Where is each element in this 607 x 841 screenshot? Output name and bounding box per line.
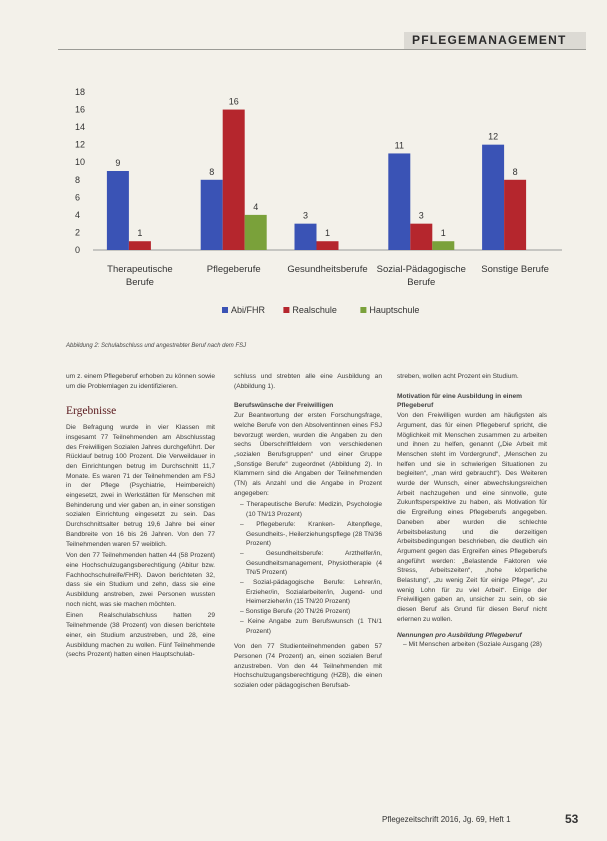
data-label: 1 <box>440 228 446 239</box>
y-tick-label: 0 <box>75 245 81 255</box>
x-tick-label: Pflegeberufe <box>206 264 261 275</box>
bar-chart <box>0 0 607 340</box>
x-tick-label: Berufe <box>407 277 436 288</box>
list-item: – Mit Menschen arbeiten (Soziale Ausgang (28) <box>403 640 547 650</box>
page-number: 53 <box>565 812 579 826</box>
data-label: 4 <box>253 201 259 212</box>
bar <box>388 153 410 250</box>
left-paragraph-1: Die Befragung wurde in vier Klassen mit insgesamt 77 Teilnehmenden am Abschlusstag des Freiwilligen Sozialen Jahres durchgeführt. Der Rücklauf betrug 100 Prozent. Die Verweildauer in den Einrichtungen betrug im Durchschnitt 11,7 Monate. Es waren 71 der Teilnehmenden am FSJ in der Pflege (Psychiatrie, Heimbereich) eingesetzt, zwei in Werkstätten für Menschen mit Behinderung und vier gaben an, in einer sonstigen sozialen Einrichtung eingesetzt zu sein. Das Durchschnittsalter betrug 19,6 Jahre bei einer Bandbreite von 16 bis 26 Jahren. Von den 77 Teilnehmenden waren 57 weiblich. <box>66 424 215 548</box>
middle-paragraph-2: Von den 77 Studienteilnehmenden gaben 57 Personen (74 Prozent) an, einen sozialen Beruf anzustreben. Von den 44 Teilnehmenden mit Hochschulzugangsberechtigung (HZB), die einen sozialen oder pädagogischen Berufsab- <box>234 643 382 690</box>
data-label: 12 <box>488 131 499 142</box>
x-axis-labels <box>107 264 549 288</box>
left-paragraph-2: Von den 77 Teilnehmenden hatten 44 (58 Prozent) eine Hochschulzugangsberechtigung (Abitur bzw. Fachhochschulreife/FHR). Davon berichteten 32, dass sie ein Studium und zehn, dass sie eine Ausbildung anstreben, zwei Personen wussten noch nicht, was sie machen möchten. <box>66 552 215 608</box>
x-tick-label: Sonstige Berufe <box>481 264 549 275</box>
text-column-left <box>66 372 215 662</box>
bar <box>317 241 339 250</box>
section-heading-results: Ergebnisse <box>66 405 117 418</box>
list-item: – Therapeutische Berufe: Medizin, Psychologie (10 TN/13 Prozent) <box>240 500 382 519</box>
data-label: 8 <box>512 166 518 177</box>
bar <box>482 145 504 250</box>
legend-swatch <box>283 307 289 313</box>
data-label: 1 <box>324 228 331 239</box>
subheading-motivation: Motivation für eine Ausbildung in einem Pflegeberuf <box>397 392 523 410</box>
bar <box>107 171 129 250</box>
data-label: 11 <box>394 140 404 151</box>
x-tick-label: Therapeutische <box>107 264 173 275</box>
legend-swatch <box>360 307 366 313</box>
chart-legend <box>222 305 419 315</box>
y-tick-label: 16 <box>75 104 86 115</box>
x-tick-label: Gesundheitsberufe <box>287 264 368 275</box>
y-tick-label: 18 <box>75 87 86 97</box>
bar <box>201 180 223 250</box>
right-intro: streben, wollen acht Prozent ein Studium. <box>397 373 519 380</box>
y-tick-label: 2 <box>75 227 81 238</box>
bar <box>295 224 317 250</box>
legend-swatch <box>222 307 228 313</box>
section-header: PFLEGEMANAGEMENT <box>412 33 567 47</box>
data-label: 1 <box>137 228 143 239</box>
bar <box>432 241 454 250</box>
x-tick-label: Sozial-Pädagogische <box>376 264 466 275</box>
figure-caption: Abbildung 2: Schulabschluss und angestrebter Beruf nach dem FSJ <box>66 343 247 349</box>
data-label: 3 <box>302 210 309 221</box>
mentions-list <box>397 640 547 650</box>
middle-intro: schluss und strebten alle eine Ausbildung an (Abbildung 1). <box>234 373 382 390</box>
bar <box>504 180 526 250</box>
legend-label: Realschule <box>292 305 337 315</box>
legend-label: Abi/FHR <box>231 305 266 315</box>
data-label: 16 <box>228 96 239 107</box>
left-intro: um z. einem Pflegeberuf erhoben zu können sowie um die Problemlagen zu identifizieren. <box>66 373 215 390</box>
y-tick-label: 8 <box>75 174 81 185</box>
left-paragraph-3: Einen Realschulabschluss hatten 29 Teilnehmende (38 Prozent) von diesen berichtete einer, ein Studium anzustreben, und 28, eine Ausbildung machen zu wollen. Fünf Teilnehmende (sechs Prozent) hatten einen Hauptschulab- <box>66 612 215 659</box>
text-column-middle <box>234 372 382 693</box>
list-item: – Sozial-pädagogische Berufe: Lehrer/in, Erzieher/in, Sozialarbeiter/in, Jugend- und Heimerzieher/in (15 TN/20 Prozent) <box>240 578 382 607</box>
y-tick-label: 6 <box>75 192 81 203</box>
data-label: 8 <box>209 166 215 177</box>
legend-label: Hauptschule <box>369 305 420 315</box>
list-item: – Keine Angabe zum Berufswunsch (1 TN/1 Prozent) <box>240 617 382 636</box>
bar <box>223 110 245 250</box>
career-group-list <box>234 500 382 636</box>
middle-paragraph-1: Zur Beantwortung der ersten Forschungsfrage, welche Berufe von den Absolventinnen eines FSJ bevorzugt werden, wurden die Angaben zu den sechs Überschriftfeldern von verschiedenen „sozialen Berufsgruppen“ und einer Gruppe „Sonstige Berufe“ zugeordnet (Abbildung 2). In Klammern sind die Angaben der Teilnehmenden (TN) als Anzahl und die Angabe in Prozent angegeben: <box>234 412 382 497</box>
subheading-mentions: Nennungen pro Ausbildung Pflegeberuf <box>397 631 522 639</box>
journal-footer: Pflegezeitschrift 2016, Jg. 69, Heft 1 <box>382 815 511 824</box>
data-label: 3 <box>418 210 424 221</box>
text-column-right <box>397 372 547 650</box>
y-tick-label: 14 <box>75 122 86 133</box>
list-item: – Gesundheitsberufe: Arzthelfer/in, Gesundheitsmanagement, Physiotherapie (4 TN/5 Prozent) <box>240 549 382 578</box>
y-tick-label: 12 <box>75 139 86 150</box>
y-tick-label: 10 <box>75 157 86 168</box>
list-item: – Sonstige Berufe (20 TN/26 Prozent) <box>240 607 382 617</box>
bar-series <box>107 97 526 250</box>
bar <box>410 224 432 250</box>
bar <box>129 241 151 250</box>
bar <box>245 215 267 250</box>
list-item: – Pflegeberufe: Kranken- Altenpflege, Gesundheits-, Heilerziehungspflege (28 TN/36 Prozent) <box>240 520 382 549</box>
x-tick-label: Berufe <box>125 277 154 288</box>
y-tick-label: 4 <box>75 209 81 220</box>
right-paragraph-1: Von den Freiwilligen wurden am häufigsten als Argument, das für einen Pflegeberuf spricht, die Möglichkeit mit Menschen zusammen zu arbeiten und ihnen zu helfen, genannt („Die Arbeit mit Menschen steht im Vordergrund“, „Menschen zu helfen und sie in schwierigen Situationen zu begleiten“, „man wird gebraucht“). Des Weiteren wurde der Wunsch, einer abwechslungsreichen Arbeit nachzugehen und eine sinnvolle, gute Zukunftsperspektive zu haben, als Motivation für die Ergreifung eines Pflegeberufs angegeben. Daneben aber wurden die schlechte Arbeitsbelastung und die derzeitigen Arbeitsbedingungen beschrieben, die deutlich ein Argument gegen das Ergreifen eines Pflegeberufs angeführt werden: „Belastende Faktoren wie Stress, Arbeitszeiten“, „hohe körperliche Belastung“, „zu wenig Zeit für einige Pflege“, „zu wenig Lohn für zu viel Arbeit“. Einige der Freiwilligen gaben an, unsicher zu sein, ob sie diesen Beruf als Grund für diesen Beruf nicht erlernen zu wollen. <box>397 412 547 623</box>
data-label: 9 <box>115 158 121 168</box>
subheading-career-wishes: Berufswünsche der Freiwilligen <box>234 402 334 410</box>
